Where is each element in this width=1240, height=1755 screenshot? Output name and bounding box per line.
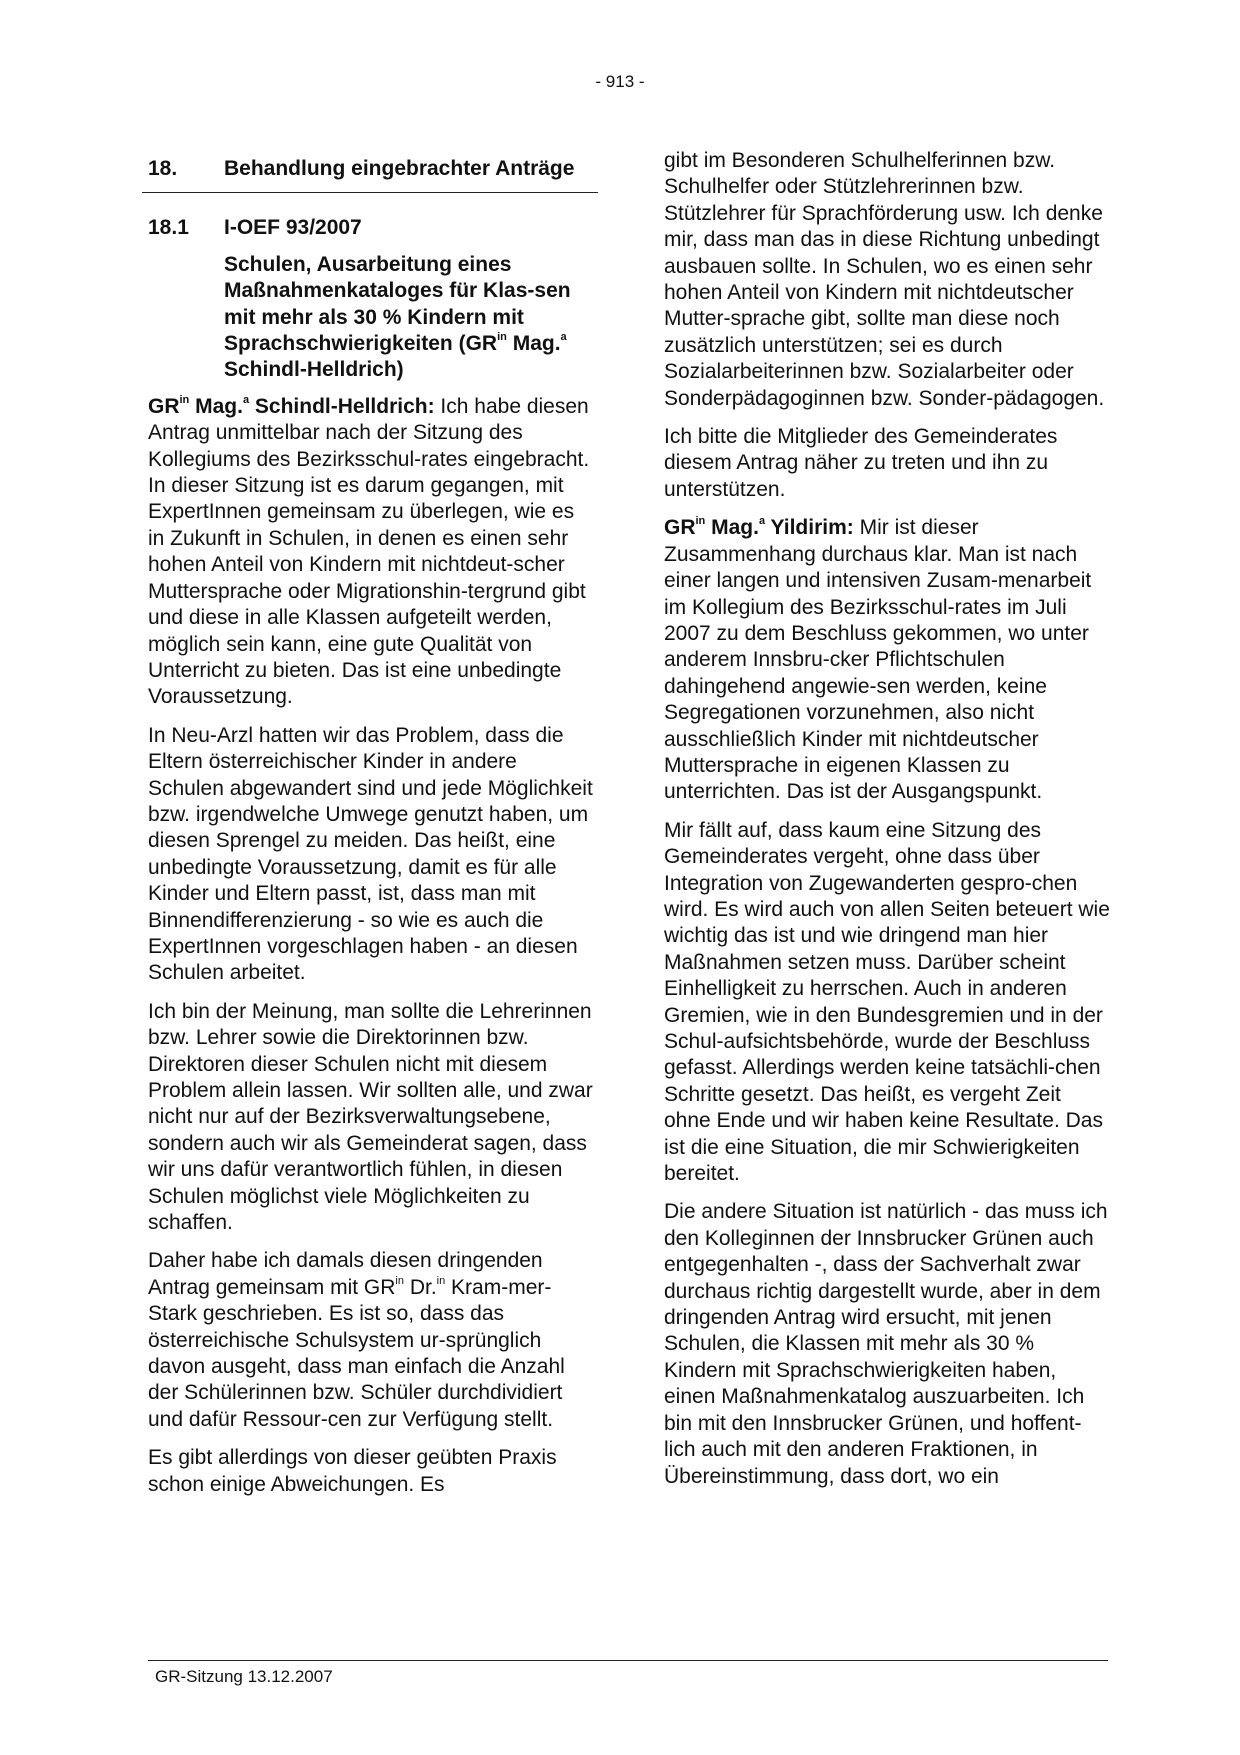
paragraph: Daher habe ich damals diesen dringenden Antrag gemeinsam mit $GR^{in}$ Dr.$^{in}$ Kram-mer-Stark geschrieben. Es ist so, dass das österreichische Schulsystem ur-sprünglich davon ausgeht, dass man einfach die Anzahl der Schülerinnen bzw. Schüler durchdividiert und dafür Ressour-cen zur Verfügung stellt. [148,1249,565,1431]
item-title: Schulen, Ausarbeitung eines Maßnahmenkataloges für Klas-sen mit mehr als 30 % Kindern mit Sprachschwierigkeiten ($GR^{in}$ Mag.$^a$ Schindl-Helldrich) [224,252,571,382]
item-heading [148,215,594,241]
item-number: 18.1 [148,216,189,240]
footer-text: GR-Sitzung 13.12.2007 [155,1667,333,1686]
speaker-name: $GR^{in}$ Mag.$^a$ Yildirim: [664,515,854,540]
paragraph: Die andere Situation ist natürlich - das muss ich den Kolleginnen der Innsbrucker Grünen auch entgegenhalten -, dass der Sachverhalt zwar durchaus richtig dargestellt wurde, aber in dem dringenden Antrag wird ersucht, mit jenen Schulen, die Klassen mit mehr als 30 % Kindern mit Sprachschwierigkeiten haben, einen Maßnahmenkatalog auszuarbeiten. Ich bin mit den Innsbrucker Grünen, und hoffent-lich auch mit den anderen Fraktionen, in Übereinstimmung, dass dort, wo ein [664,1200,1108,1488]
section-divider [142,192,598,193]
paragraph: Ich bitte die Mitglieder des Gemeinderates diesem Antrag näher zu treten und ihn zu unterstützen. [664,425,1058,501]
page-number: - 913 - [595,72,645,91]
paragraph: In Neu-Arzl hatten wir das Problem, dass die Eltern österreichischer Kinder in andere Schulen abgewandert sind und jede Möglichkeit bzw. irgendwelche Umwege genutzt haben, um diesen Sprengel zu meiden. Das heißt, eine unbedingte Voraussetzung, damit es für alle Kinder und Eltern passt, ist, dass man mit Binnendifferenzierung - so wie es auch die ExpertInnen vorgeschlagen haben - an diesen Schulen arbeitet. [148,723,593,985]
speaker-name: $GR^{in}$ Mag.$^a$ Schindl-Helldrich: [148,393,435,418]
paragraph: gibt im Besonderen Schulhelferinnen bzw. Schulhelfer oder Stützlehrerinnen bzw. Stützlehrer für Sprachförderung usw. Ich denke mir, dass man das in diese Richtung unbedingt ausbauen sollte. In Schulen, wo es einen sehr hohen Anteil von Kindern mit nichtdeutscher Mutter-sprache gibt, sollte man diese noch zusätzlich unterstützen; sei es durch Sozialarbeiterinnen bzw. Sozialarbeiter oder Sonderpädagoginnen bzw. Sonder-pädagogen. [664,149,1105,410]
paragraph: Ich bin der Meinung, man sollte die Lehrerinnen bzw. Lehrer sowie die Direktorinnen bzw. Direktoren dieser Schulen nicht mit diesem Problem allein lassen. Wir sollten alle, und zwar nicht nur auf der Bezirksverwaltungsebene, sondern auch wir als Gemeinderat sagen, dass wir uns dafür verantwortlich fühlen, in diesen Schulen möglichst viele Möglichkeiten zu schaffen. [148,999,593,1235]
paragraph: Es gibt allerdings von dieser geübten Praxis schon einige Abweichungen. Es [148,1446,557,1496]
section-number: 18. [148,157,178,180]
paragraph: $GR^{in}$ Mag.$^a$ Yildirim: Mir ist dieser Zusammenhang durchaus klar. Man ist nach einer langen und intensiven Zusam-menarbeit im Kollegium des Bezirksschul-rates im Juli 2007 zu dem Beschluss gekommen, wo unter anderem Innsbru-cker Pflichtschulen dahingehend angewie-sen werden, keine Segregationen vorzunehmen, also nicht ausschließlich Kinder mit nichtdeutscher Muttersprache in eigenen Klassen zu unterrichten. Das ist der Ausgangspunkt. [664,515,1092,804]
footer-divider [148,1660,1108,1661]
section-heading [148,156,594,182]
paragraph: $GR^{in}$ Mag.$^a$ Schindl-Helldrich: Ich habe diesen Antrag unmittelbar nach der Sitzung des Kollegiums des Bezirksschul-rates eingebracht. In dieser Sitzung ist es darum gegangen, mit ExpertInnen gemeinsam zu überlegen, wie es in Zukunft in Schulen, in denen es einen sehr hohen Anteil von Kindern mit nichtdeut-scher Muttersprache oder Migrationshin-tergrund gibt und diese in alle Klassen aufgeteilt werden, möglich sein kann, eine gute Qualität von Unterricht zu bieten. Das ist eine unbedingte Voraussetzung. [148,393,590,709]
section-title: Behandlung eingebrachter Anträge [224,157,575,180]
paragraph: Mir fällt auf, dass kaum eine Sitzung des Gemeinderates vergeht, ohne dass über Integration von Zugewanderten gespro-chen wird. Es wird auch von allen Seiten beteuert wie wichtig das ist und wie dringend man hier Maßnahmen setzen muss. Darüber scheint Einhelligkeit zu herrschen. Auch in anderen Gremien, wie in den Bundesgremien und in der Schul-aufsichtsbehörde, wurde der Beschluss gefasst. Allerdings werden keine tatsächli-chen Schritte gesetzt. Das heißt, es vergeht Zeit ohne Ende und wir haben keine Resultate. Das ist die eine Situation, die mir Schwierigkeiten bereitet. [664,818,1110,1186]
right-column [664,148,1110,1502]
item-ref: I-OEF 93/2007 [224,216,362,240]
left-column [148,156,594,1510]
